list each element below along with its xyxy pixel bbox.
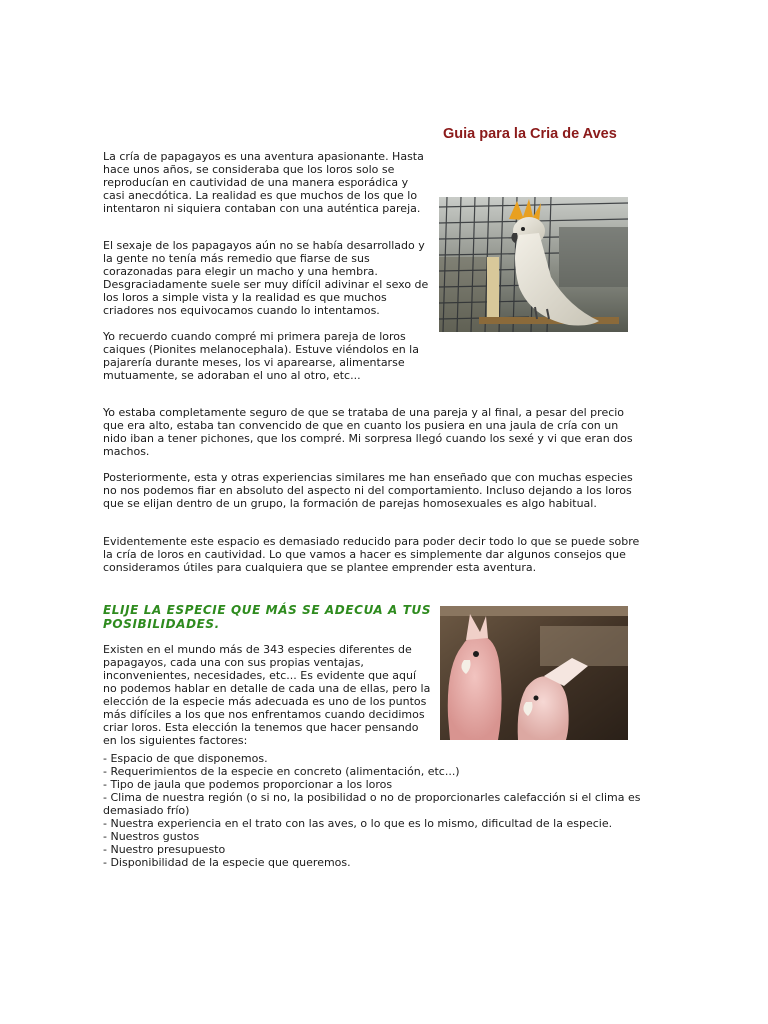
paragraph-species: Existen en el mundo más de 343 especies diferentes de papagayos, cada una con sus propias ventajas, inconvenientes, necesidades, etc... Es evidente que aquí no podemos hablar en detalle de cada una de ellas, pero la elección de la especie más adecuada es uno de los puntos más difíciles a los que nos enfrentamos cuando decidimos criar loros. Esta elección la tenemos que hacer pensando en los siguientes factores:	[103, 643, 431, 747]
list-item: - Disponibilidad de la especie que queremos.	[103, 856, 351, 869]
paragraph-purchase: Yo estaba completamente seguro de que se trataba de una pareja y al final, a pesar del precio que era alto, estaba tan convencido de que en cuanto los pusiera en una jaula de cría con un nido iban a tener pichones, que los compré. Mi sorpresa llegó cuando los sexé y vi que eran dos machos.	[103, 406, 633, 458]
paragraph-experiences: Posteriormente, esta y otras experiencias similares me han enseñado que con muchas especies no nos podemos fiar en absoluto del aspecto ni del comportamiento. Incluso dejando a los loros que se elijan dentro de un grupo, la formación de parejas homosexuales es algo habitual.	[103, 471, 633, 510]
list-item: - Nuestros gustos	[103, 830, 200, 843]
list-item: - Tipo de jaula que podemos proporcionar a los loros	[103, 778, 393, 791]
list-item: - Clima de nuestra región (o si no, la posibilidad o no de proporcionarles calefacción si el clima es demasiado frío)	[103, 791, 641, 817]
list-item: - Requerimientos de la especie en concreto (alimentación, etc...)	[103, 765, 460, 778]
paragraph-sexing: El sexaje de los papagayos aún no se había desarrollado y la gente no tenía más remedio que fiarse de sus corazonadas para elegir un macho y una hembra. Desgraciadamente suele ser muy difícil adivinar el sexo de los loros a simple vista y la realidad es que muchos criadores nos equivocamos cuando lo intentamos.	[103, 239, 429, 317]
paragraph-caiques: Yo recuerdo cuando compré mi primera pareja de loros caiques (Pionites melanocephala). Estuve viéndolos en la pajarería durante meses, los vi aparearse, alimentarse mutuamente, se adoraban el uno al otro, etc...	[103, 330, 419, 382]
paragraph-advice: Evidentemente este espacio es demasiado reducido para poder decir todo lo que se puede sobre la cría de loros en cautividad. Lo que vamos a hacer es simplemente dar algunos consejos que consideramos útiles para cualquiera que se plantee emprender esta aventura.	[103, 535, 640, 574]
factors-list	[103, 752, 643, 869]
list-item: - Espacio de que disponemos.	[103, 752, 268, 765]
cockatoo-cage-photo	[439, 197, 628, 332]
section-heading: ELIJE LA ESPECIE QUE MÁS SE ADECUA A TUS POSIBILIDADES.	[103, 603, 432, 631]
pink-cockatoos-photo	[440, 606, 628, 740]
paragraph-intro: La cría de papagayos es una aventura apasionante. Hasta hace unos años, se consideraba que los loros solo se reproducían en cautividad de una manera esporádica y casi anecdótica. La realidad es que muchos de los que lo intentaron ni siquiera contaban con una auténtica pareja.	[103, 150, 424, 215]
list-item: - Nuestro presupuesto	[103, 843, 226, 856]
list-item: - Nuestra experiencia en el trato con las aves, o lo que es lo mismo, dificultad de la especie.	[103, 817, 613, 830]
page-title: Guia para la Cria de Aves	[443, 126, 617, 142]
